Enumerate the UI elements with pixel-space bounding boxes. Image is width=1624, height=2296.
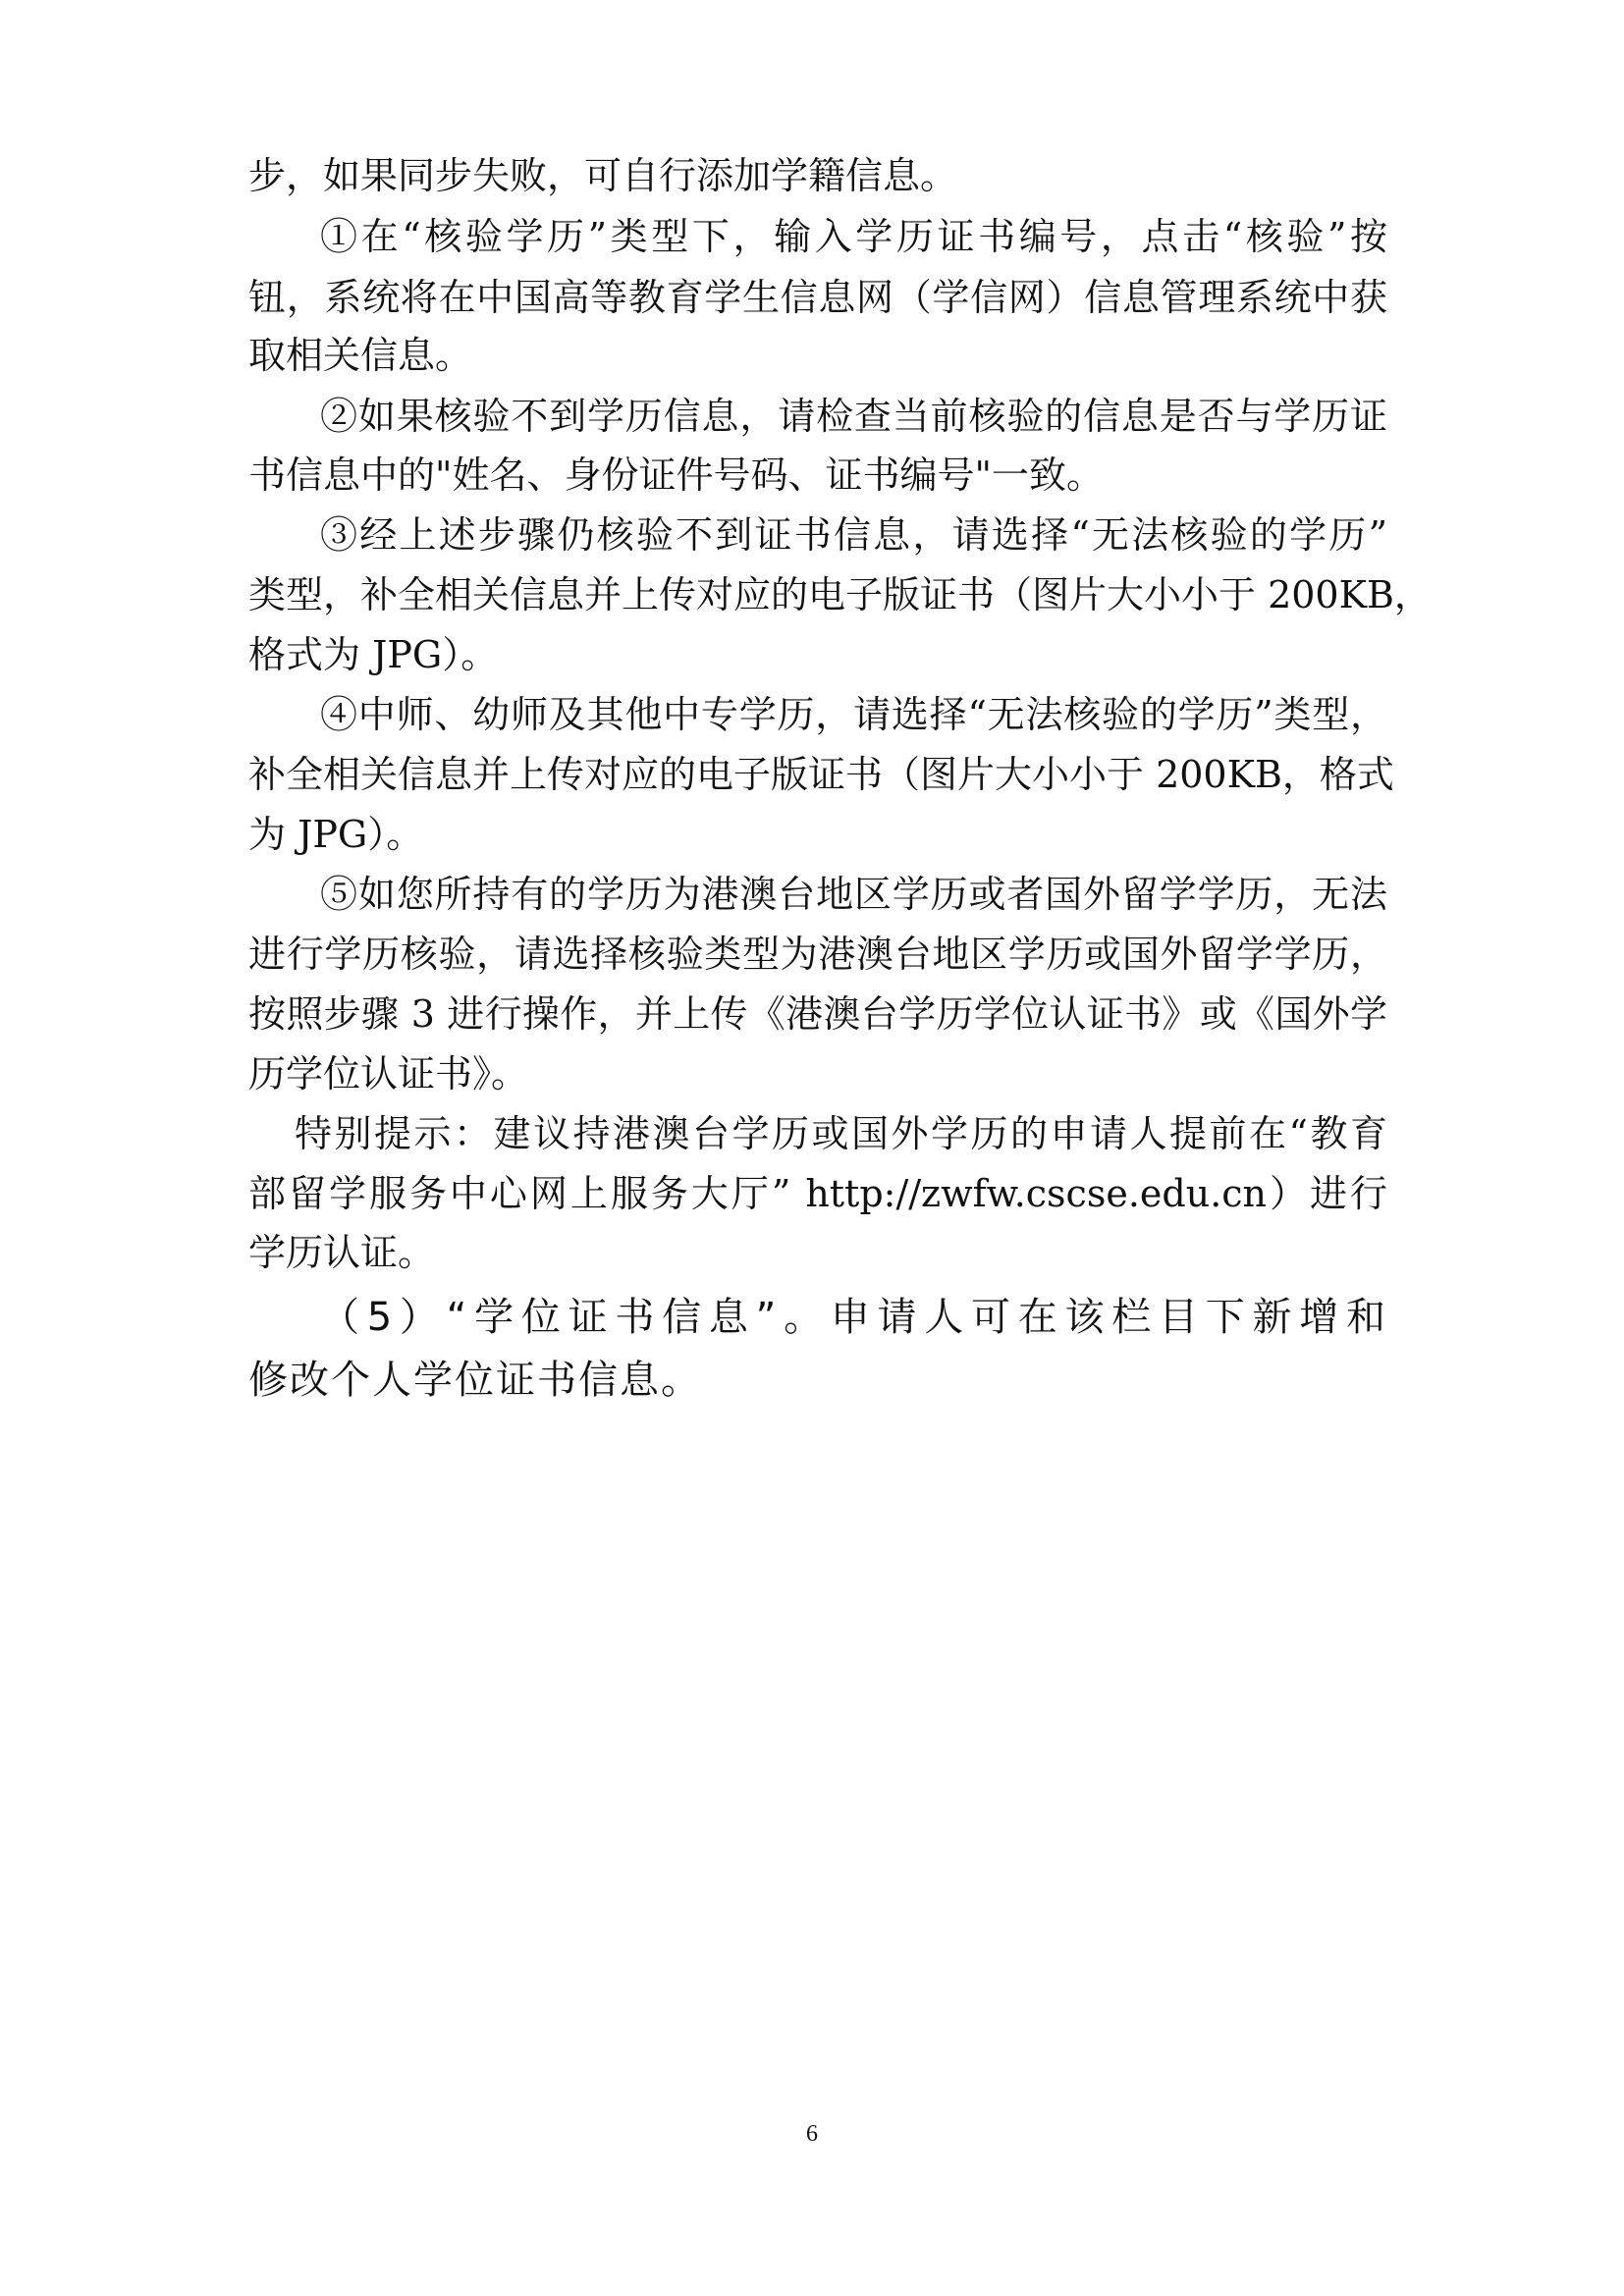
paragraph-line: 按照步骤 3 进行操作，并上传《港澳台学历学位认证书》或《国外学 (248, 992, 1387, 1036)
paragraph-line: 补全相关信息并上传对应的电子版证书（图片大小小于 200KB，格式 (248, 753, 1394, 796)
special-tip-line: 学历认证。 (248, 1231, 436, 1274)
paragraph-line: 步，如果同步失败，可自行添加学籍信息。 (248, 154, 958, 197)
paragraph-line: ②如果核验不到学历信息，请检查当前核验的信息是否与学历证 (320, 395, 1387, 438)
paragraph-line: 历学位认证书》。 (248, 1052, 529, 1095)
page-number: 6 (806, 2121, 818, 2147)
paragraph-line: 为 JPG）。 (248, 813, 424, 856)
paragraph-line: ⑤如您所持有的学历为港澳台地区学历或者国外留学学历，无法 (320, 873, 1387, 916)
section-line: （5）“学位证书信息”。申请人可在该栏目下新增和 (320, 1295, 1387, 1340)
special-tip-line: 特别提示：建议持港澳台学历或国外学历的申请人提前在“教育 (295, 1112, 1387, 1155)
paragraph-line: ①在“核验学历”类型下，输入学历证书编号，点击“核验”按 (320, 215, 1387, 258)
paragraph-line: ④中师、幼师及其他中专学历，请选择“无法核验的学历”类型， (320, 693, 1387, 736)
paragraph-line: 书信息中的"姓名、身份证件号码、证书编号"一致。 (248, 454, 1104, 497)
paragraph-line: 类型，补全相关信息并上传对应的电子版证书（图片大小小于 200KB， (248, 573, 1432, 616)
paragraph-line: 格式为 JPG）。 (248, 633, 499, 676)
section-line: 修改个人学位证书信息。 (248, 1358, 702, 1403)
paragraph-line: 钮，系统将在中国高等教育学生信息网（学信网）信息管理系统中获 (248, 276, 1387, 319)
special-tip-line: 部留学服务中心网上服务大厅” http://zwfw.cscse.edu.cn）进行 (248, 1172, 1387, 1215)
paragraph-line: 取相关信息。 (248, 334, 473, 377)
paragraph-line: 进行学历核验，请选择核验类型为港澳台地区学历或国外留学学历， (248, 933, 1387, 976)
paragraph-line: ③经上述步骤仍核验不到证书信息，请选择“无法核验的学历” (320, 513, 1387, 557)
